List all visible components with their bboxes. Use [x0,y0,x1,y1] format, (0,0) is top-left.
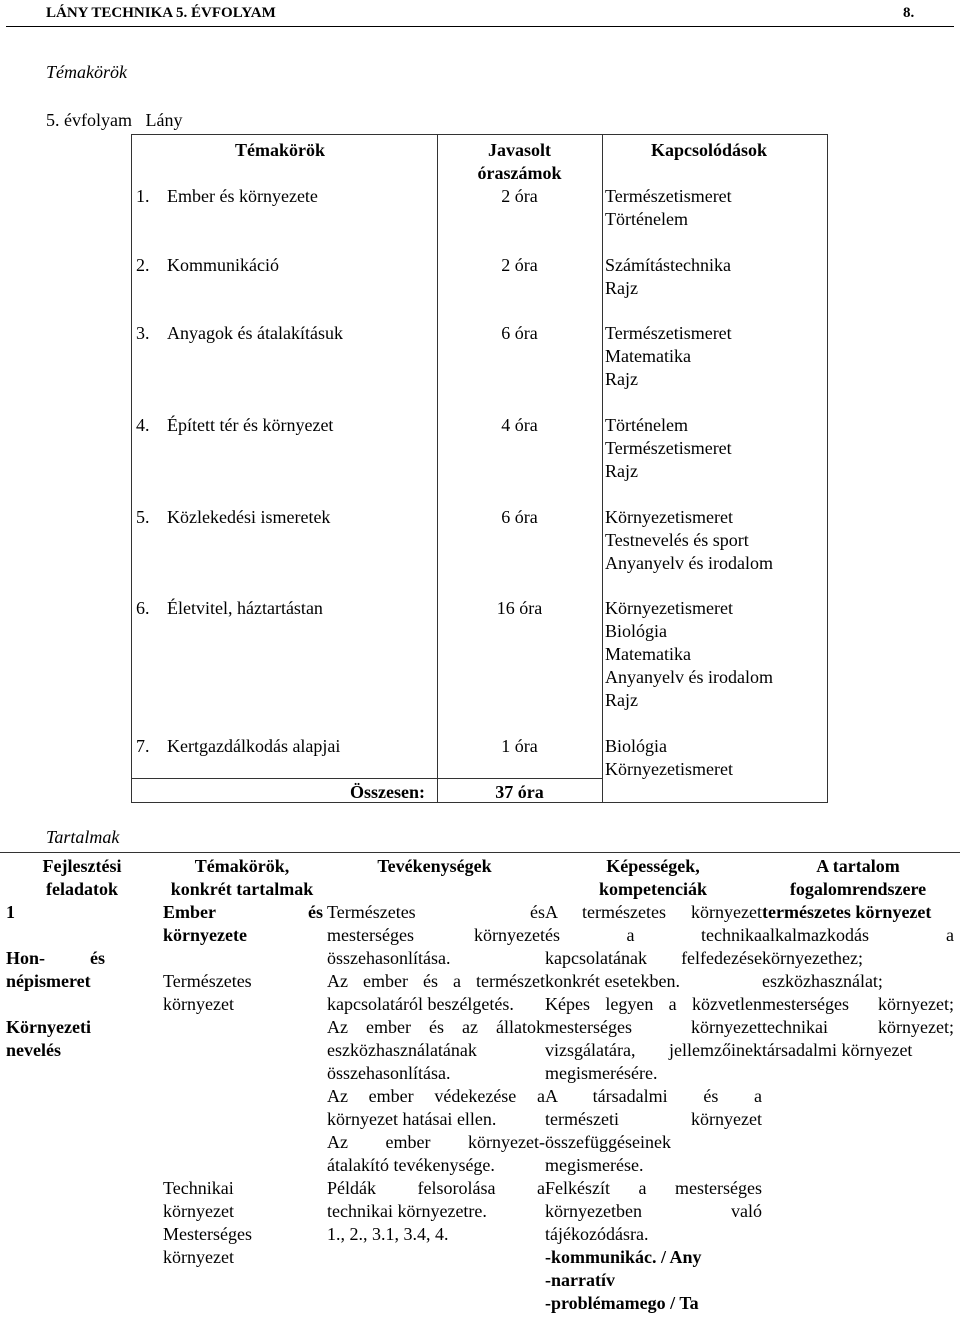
topic-row-title: Kommunikáció [167,255,279,275]
topic-row-link: Matematika [605,346,691,366]
topics-col-divider-1 [437,134,438,803]
topic-row-link: Természetismeret [605,438,732,458]
skills-cell: A természetes környezet és a technika kapcsolatának felfedezése konkrét esetekben. Képes legyen a közvetlen mesterséges környezet vizsgálatára, jellemzőinek megismerésére. A társadalmi és a természeti környezet összefüggéseinek megismerése. Felkészít a mesterséges környezetben való tájékozódásra. -kommunikác. / Any -narratív -problémamego / Ta [545,902,762,1313]
topic-row-link: Rajz [605,690,638,710]
topic-row-link: Környezetismeret [605,598,733,618]
topic-row-number: 7. [136,736,150,756]
content-section-title: Tartalmak [46,827,120,847]
topic-row-hours: 16 óra [496,598,543,618]
running-header-left: LÁNY TECHNIKA 5. ÉVFOLYAM [46,5,276,21]
topic-row-hours: 6 óra [501,323,538,343]
topic-row-hours: 4 óra [501,415,538,435]
topic-row-number: 3. [136,323,150,343]
topic-row-link: Rajz [605,278,638,298]
topic-row-number: 4. [136,415,150,435]
topic-row-link: Anyanyelv és irodalom [605,667,773,687]
topic-row-hours: 1 óra [501,736,538,756]
header-rule [6,26,954,27]
topic-row-link: Történelem [605,209,688,229]
topics-total-value: 37 óra [495,782,544,802]
topic-row-link: Természetismeret [605,186,732,206]
topic-row-link: Biológia [605,621,667,641]
topics-col-divider-2 [602,134,603,803]
content-header-concepts: A tartalom fogalomrendszere [789,856,927,899]
concepts-cell: természetes környezet alkalmazkodás a környezethez; eszközhasználat; mesterséges környezet; technikai környezet; társadalmi környezet [762,902,954,1060]
topics-total-label: Összesen: [350,782,425,802]
topic-row-link: Matematika [605,644,691,664]
topic-row-title: Életvitel, háztartástan [167,598,323,618]
topic-row-number: 2. [136,255,150,275]
topic-row-link: Anyanyelv és irodalom [605,553,773,573]
topic-row-hours: 2 óra [501,186,538,206]
topics-total-rule [131,778,602,779]
topic-row-hours: 2 óra [501,255,538,275]
content-header-skills: Képességek, kompetenciák [599,856,707,899]
activities-cell: Természetes és mesterséges környezet összehasonlítása. Az ember és a természet kapcsolatáról beszélgetés. Az ember és az állatok eszközhasználatának összehasonlítása. Az ember védekezése a környezet hatásai ellen. Az ember környezet- átalakító tevékenysége. Példák felsorolása a technikai környezetre. 1., 2., 3.1, 3.4, 4. [327,902,545,1244]
topic-row-link: Testnevelés és sport [605,530,749,550]
topics-content-cell: Ember és környezete Természetes környezet Technikai környezet Mesterséges környezet [163,902,323,1267]
content-header-activities: Tevékenységek [377,856,492,876]
topic-row-link: Biológia [605,736,667,756]
running-header-page-number: 8. [903,5,915,21]
topic-row-title: Épített tér és környezet [167,415,334,435]
topic-row-link: Történelem [605,415,688,435]
development-tasks-cell: 1 Hon- és népismeret Környezeti nevelés [6,902,105,1060]
topics-header-hours-2: óraszámok [477,163,562,183]
topic-row-link: Rajz [605,369,638,389]
topic-row-title: Ember és környezete [167,186,318,206]
content-table-top-rule [0,852,960,853]
section-title: Témakörök [46,62,127,82]
topic-row-title: Anyagok és átalakításuk [167,323,343,343]
topic-row-number: 1. [136,186,150,206]
topics-header-topic: Témakörök [235,140,325,160]
content-header-topics: Témakörök, konkrét tartalmak [170,856,314,899]
topic-row-hours: 6 óra [501,507,538,527]
topic-row-title: Kertgazdálkodás alapjai [167,736,341,756]
topic-row-title: Közlekedési ismeretek [167,507,331,527]
topic-row-link: Környezetismeret [605,507,733,527]
topic-row-link: Természetismeret [605,323,732,343]
topic-row-number: 6. [136,598,150,618]
topic-row-link: Számítástechnika [605,255,731,275]
topic-row-link: Környezetismeret [605,759,733,779]
grade-subtitle: 5. évfolyam Lány [46,110,183,130]
topics-table-outline [131,134,828,803]
topics-header-links: Kapcsolódások [651,140,768,160]
topic-row-link: Rajz [605,461,638,481]
topics-header-hours-1: Javasolt [488,140,551,160]
content-header-tasks: Fejlesztési feladatok [42,856,122,899]
topic-row-number: 5. [136,507,150,527]
